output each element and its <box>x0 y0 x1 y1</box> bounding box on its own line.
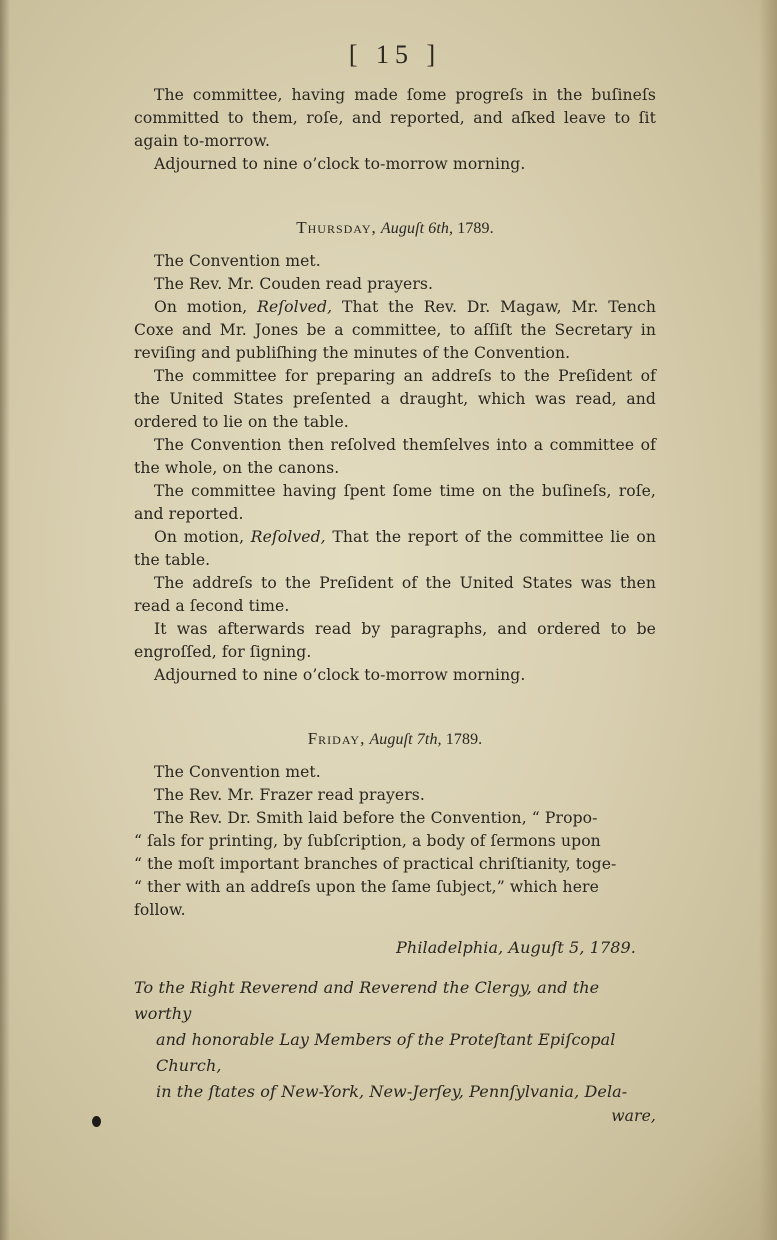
addressee-line: in the ſtates of New-York, New-Jerſey, Pennſylvania, Dela- <box>156 1082 628 1101</box>
paragraph-adjourned: Adjourned to nine o’clock to-morrow morning. <box>154 666 526 684</box>
addressee-line: To the Right Reverend and Reverend the Clergy, and the worthy <box>134 978 600 1023</box>
paragraph-adjourned: Adjourned to nine o’clock to-morrow morning. <box>154 155 526 173</box>
paragraph: The Convention met. <box>154 763 321 781</box>
paragraph: The Rev. Mr. Couden read prayers. <box>154 275 434 293</box>
paragraph: The Convention then reſolved themſelves into a committee of the whole, on the canons. <box>134 436 656 477</box>
paragraph-motion <box>134 296 656 365</box>
catchword: ware, <box>611 1107 656 1125</box>
text-line: “ ſals for printing, by ſubſcription, a body of ſermons upon <box>134 832 601 850</box>
paragraph-smith-proposals <box>134 807 656 922</box>
page-number: [ 15 ] <box>348 40 442 69</box>
ink-spot <box>92 1116 101 1127</box>
heading-year: 1789. <box>445 731 483 748</box>
paragraph-motion <box>134 526 656 572</box>
heading-day: Thursday, <box>296 218 377 237</box>
paragraph: The committee having ſpent ſome time on the buſineſs, roſe, and reported. <box>134 482 656 523</box>
addressee-line: and honorable Lay Members of the Proteſtant Epiſcopal Church, <box>156 1030 616 1075</box>
text-line: follow. <box>134 901 186 919</box>
paragraph: The Rev. Mr. Frazer read prayers. <box>154 786 425 804</box>
resolved-word: Reſolved, <box>250 528 326 546</box>
paragraph: The Convention met. <box>154 252 321 270</box>
text-line: “ the moſt important branches of practical chriſtianity, toge- <box>134 855 617 873</box>
paragraph: It was afterwards read by paragraphs, and ordered to be engroſſed, for ſigning. <box>134 620 656 661</box>
paragraph-committee-progress: The committee, having made ſome progreſs in the buſineſs committed to them, roſe, and reported, and aſked leave to ſit again to-morrow. <box>134 86 656 150</box>
heading-day: Friday, <box>307 729 366 748</box>
heading-friday <box>134 727 656 751</box>
motion-lead: On motion, <box>154 298 248 316</box>
page-edge-shadow <box>0 0 10 1240</box>
heading-date: Auguſt 6th, <box>380 220 454 237</box>
paragraph: The addreſs to the Preſident of the United States was then read a ſecond time. <box>134 574 656 615</box>
motion-text: That the report of the committee lie on the table. <box>134 528 656 569</box>
text-line: The Rev. Dr. Smith laid before the Convention, “ Propo- <box>154 809 598 827</box>
page-text <box>134 38 656 1128</box>
heading-thursday <box>134 216 656 240</box>
heading-year: 1789. <box>457 220 494 237</box>
sign-date: Philadelphia, Auguſt 5, 1789. <box>396 938 636 957</box>
page-edge-shadow-right <box>759 0 777 1240</box>
motion-text: That the Rev. Dr. Magaw, Mr. Tench Coxe and Mr. Jones be a committee, to aſſiſt the Secretary in reviſing and publiſhing the minutes of the Convention. <box>134 298 657 362</box>
resolved-word: Reſolved, <box>257 298 333 316</box>
paragraph: The committee for preparing an addreſs to the Preſident of the United States preſented a draught, which was read, and ordered to lie on the table. <box>134 367 656 431</box>
addressee <box>134 975 656 1105</box>
text-line: “ ther with an addreſs upon the ſame ſubject,” which here <box>134 878 599 896</box>
motion-lead: On motion, <box>154 528 245 546</box>
heading-date: Auguſt 7th, <box>369 731 442 748</box>
